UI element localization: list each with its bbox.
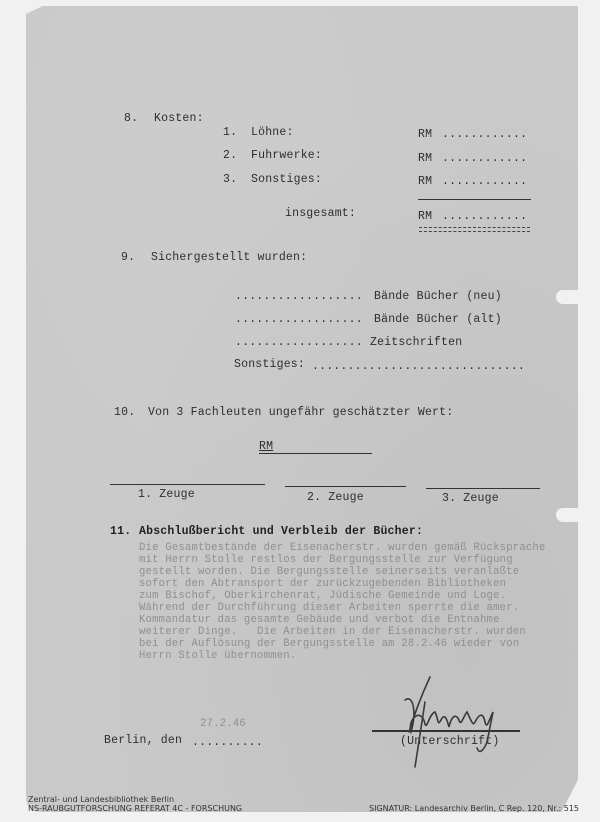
secured-item-label: Zeitschriften [370,336,463,349]
witness-line [426,488,540,489]
secured-item-value: .................. [235,336,363,349]
section8-number: 8. [124,112,139,125]
sum-rule [418,199,531,200]
witness-line [110,484,265,485]
section11-title: Abschlußbericht und Verbleib der Bücher: [139,525,424,538]
section10-number: 10. [114,406,136,419]
place-label: Berlin, den [104,734,183,747]
secured-item-value: .................. [235,313,363,326]
cost-item-currency: RM [418,152,433,165]
total-double-underline [419,227,530,232]
cost-item-label: Löhne: [251,126,294,139]
section10-title: Von 3 Fachleuten ungefähr geschätzter Wert: [148,406,454,419]
cost-item-currency: RM [418,128,433,141]
section9-title: Sichergestellt wurden: [151,251,308,264]
witness-label: 2. Zeuge [307,491,364,504]
report-line: gestellt worden. Die Bergungsstelle seinerseits veranlaßte [139,566,520,578]
secured-item-value: .................. [235,290,363,303]
secured-other-label: Sonstiges: [234,358,306,371]
total-label: insgesamt: [285,207,357,220]
cost-item-num: 3. [223,173,238,186]
cost-item-num: 2. [223,149,238,162]
report-line: mit Herrn Stolle restlos der Bergungsstelle zur Verfügung [139,554,513,566]
place-date-dots: .......... [192,736,264,749]
page-hole-notch [556,508,578,522]
section11-number: 11. [110,525,132,538]
footer-signatur: SIGNATUR: Landesarchiv Berlin, C Rep. 120, Nr.: 515 [369,804,580,813]
secured-item-label: Bände Bücher (alt) [374,313,502,326]
section9-number: 9. [121,251,136,264]
report-line: Die Gesamtbestände der Eisenacherstr. wurden gemäß Rücksprache [139,542,546,554]
section8-title: Kosten: [154,112,204,125]
footer-institution: Zentral- und Landesbibliothek Berlin [28,795,175,804]
footer-department: NS-RAUBGUTFORSCHUNG REFERAT 4C - FORSCHUNG [28,804,243,813]
secured-other-value: .............................. [312,360,526,373]
report-line: Während der Durchführung dieser Arbeiten sperrte die amer. [139,602,520,614]
witness-label: 3. Zeuge [442,492,499,505]
cost-item-label: Fuhrwerke: [251,149,323,162]
estimated-value-currency: RM [259,440,274,453]
report-line: Kommandatur das gesamte Gebäude und verbot die Entnahme [139,614,500,626]
estimated-value-line [259,453,372,454]
witness-line [285,486,406,487]
page-hole-notch [556,290,578,304]
cost-item-num: 1. [223,126,238,139]
report-line: weiterer Dinge. Die Arbeiten in der Eisenacherstr. wurden [139,626,526,638]
cost-item-currency: RM [418,175,433,188]
handwritten-signature-icon [395,672,525,772]
cost-item-value: ............ [442,175,528,188]
report-line: sofort den Abtransport der zurückzugebenden Bibliotheken [139,578,507,590]
cost-item-value: ............ [442,152,528,165]
cost-item-label: Sonstiges: [251,173,323,186]
signature-label: (Unterschrift) [400,735,500,748]
report-line: Herrn Stolle übernommen. [139,650,297,662]
report-line: bei der Auflösung der Bergungsstelle am 28.2.46 wieder von [139,638,520,650]
total-currency: RM [418,210,433,223]
handwritten-date: 27.2.46 [200,718,246,730]
secured-item-label: Bände Bücher (neu) [374,290,502,303]
witness-label: 1. Zeuge [138,488,195,501]
cost-item-value: ............ [442,128,528,141]
report-line: zum Bischof, Oberkirchenrat, Jüdische Gemeinde und Loge. [139,590,507,602]
total-value: ............ [442,210,528,223]
